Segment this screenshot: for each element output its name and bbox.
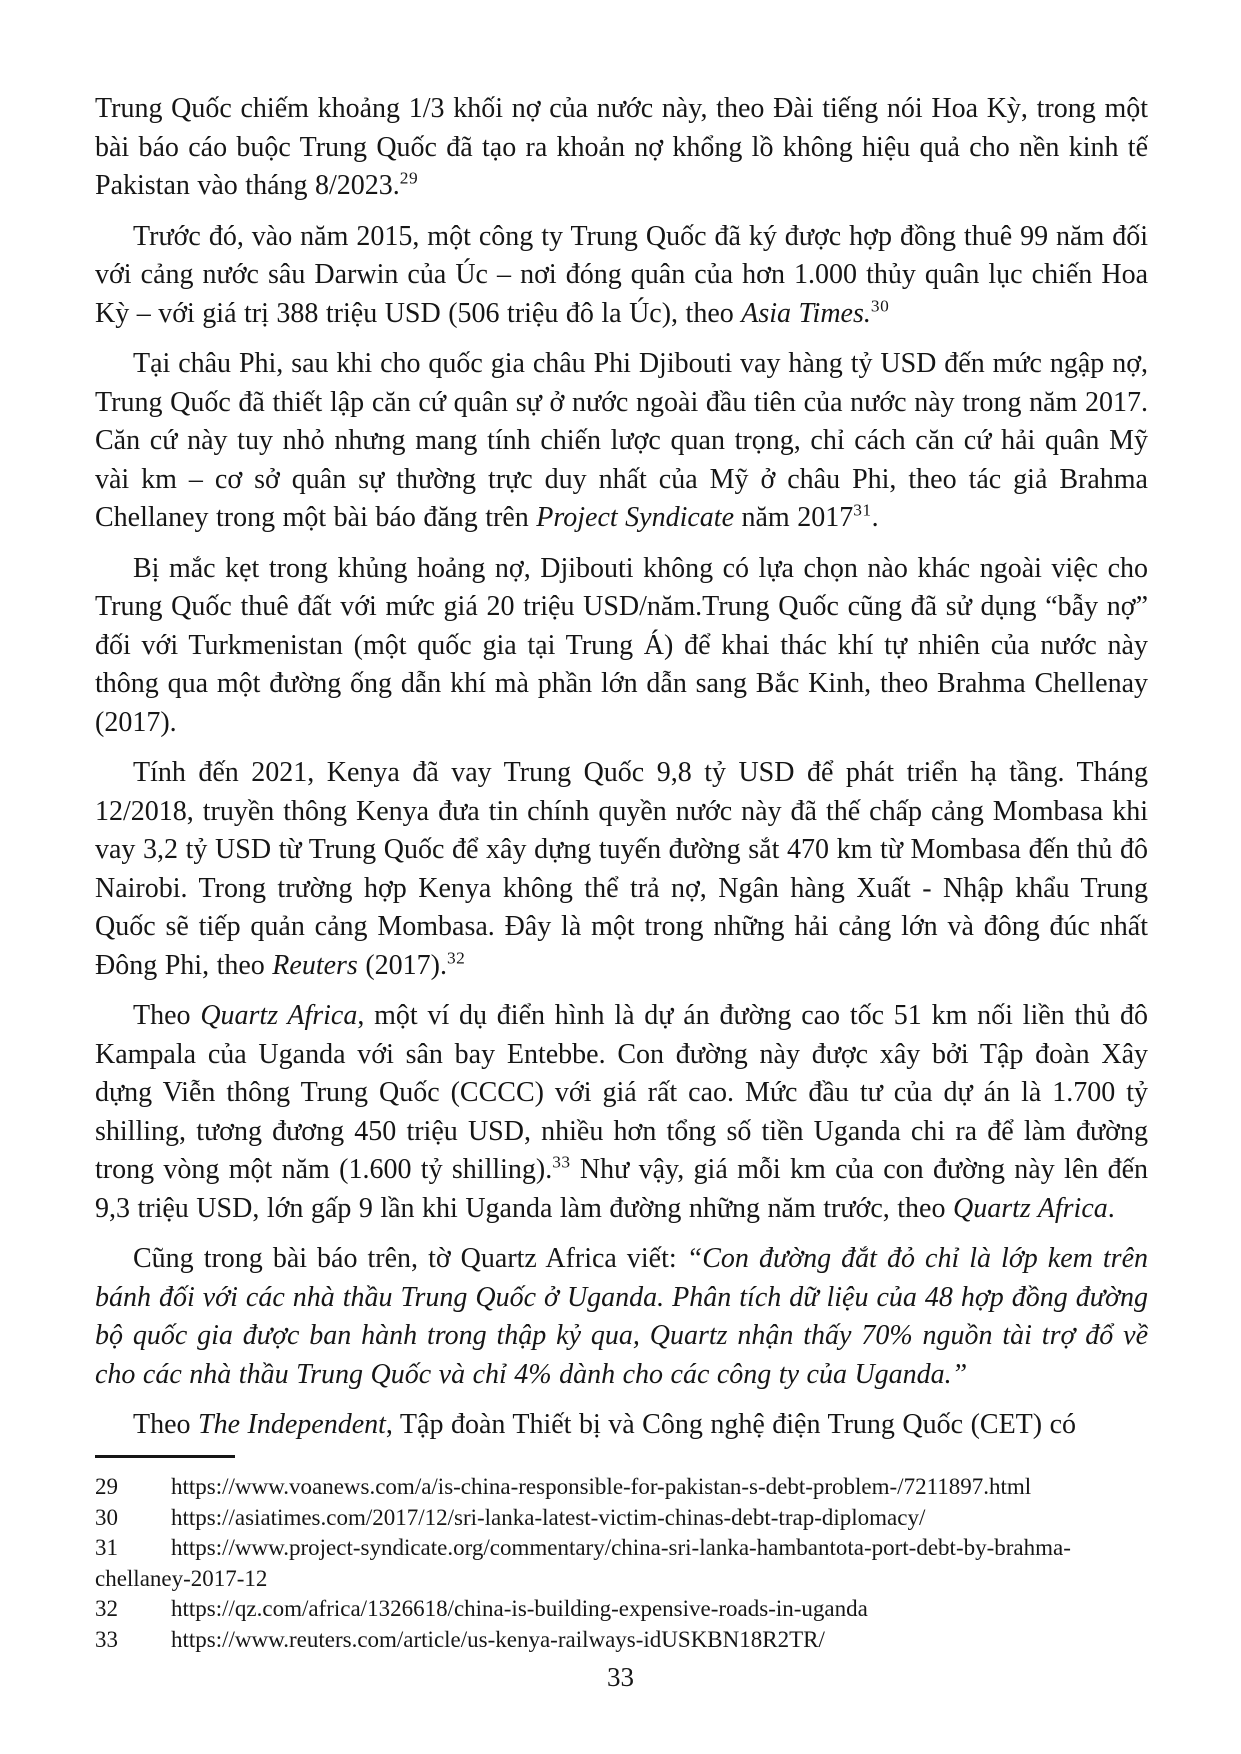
paragraph bbox=[95, 345, 1148, 538]
footnote-reference: 31 bbox=[853, 500, 872, 520]
paragraph bbox=[95, 1240, 1148, 1394]
footnote-reference: 30 bbox=[870, 296, 890, 316]
text-run: Theo bbox=[133, 1000, 201, 1031]
footnote-list bbox=[95, 1472, 1148, 1655]
footnote-url[interactable]: https://www.reuters.com/article/us-kenya-railways-idUSKBN18R2TR/ bbox=[171, 1626, 825, 1652]
text-run: Tại châu Phi, sau khi cho quốc gia châu Phi Djibouti vay hàng tỷ USD đến mức ngập nợ, Trung Quốc đã thiết lập căn cứ quân sự ở nước ngoài đầu tiên của nước này trong năm 2017. Căn cứ này tuy nhỏ nhưng mang tính chiến lược quan trọng, chỉ cách căn cứ hải quân Mỹ vài km – cơ sở quân sự thường trực duy nhất của Mỹ ở châu Phi, theo tác giả Brahma Chellaney trong một bài báo đăng trên bbox=[95, 348, 1148, 533]
footnote-reference: 32 bbox=[446, 948, 466, 968]
footnote-area bbox=[95, 1455, 1148, 1655]
footnote-number: 29 bbox=[95, 1474, 118, 1499]
footnote bbox=[95, 1503, 1148, 1534]
text-run: , Tập đoàn Thiết bị và Công nghệ điện Trung Quốc (CET) có bbox=[385, 1409, 1077, 1440]
footnote-url[interactable]: https://www.project-syndicate.org/commentary/china-sri-lanka-hambantota-port-debt-by-brahma-chellaney-2017-12 bbox=[95, 1535, 1071, 1591]
paragraph bbox=[95, 1406, 1148, 1445]
footnote-url[interactable]: https://qz.com/africa/1326618/china-is-building-expensive-roads-in-uganda bbox=[171, 1596, 868, 1621]
paragraph bbox=[95, 550, 1148, 743]
footnote-separator bbox=[95, 1455, 235, 1458]
text-run: Quartz Africa bbox=[952, 1192, 1108, 1224]
text-run: Như vậy, giá mỗi km của con đường này lên đến 9,3 triệu USD, lớn gấp 9 lần khi Uganda làm đường những năm trước, theo bbox=[95, 1154, 1148, 1224]
footnote-number: 32 bbox=[95, 1596, 118, 1621]
text-run: “Con đường đắt đỏ chỉ là lớp kem trên bánh đối với các nhà thầu Trung Quốc ở Uganda. Phân tích dữ liệu của 48 hợp đồng đường bộ quốc gia được ban hành trong thập kỷ qua, Quartz nhận thấy 70% nguồn tài trợ đổ về cho các nhà thầu Trung Quốc và chỉ 4% dành cho các công ty của Uganda.” bbox=[95, 1243, 1148, 1390]
page-number: 33 bbox=[607, 1662, 634, 1692]
text-run: Reuters bbox=[272, 949, 358, 981]
text-run: Bị mắc kẹt trong khủng hoảng nợ, Djibouti không có lựa chọn nào khác ngoài việc cho Trung Quốc thuê đất với mức giá 20 triệu USD/năm.Trung Quốc cũng đã sử dụng “bẫy nợ” đối với Turkmenistan (một quốc gia tại Trung Á) để khai thác khí tự nhiên của nước này thông qua một đường ống dẫn khí mà phần lớn dẫn sang Bắc Kinh, theo Brahma Chellenay (2017). bbox=[95, 552, 1148, 738]
text-run: Quartz Africa bbox=[200, 1000, 358, 1031]
text-run: (2017). bbox=[357, 949, 447, 981]
text-run: Cũng trong bài báo trên, tờ Quartz Africa viết: bbox=[133, 1243, 687, 1274]
paragraph bbox=[95, 90, 1148, 206]
text-run: Project Syndicate bbox=[536, 502, 734, 533]
footnote-number: 30 bbox=[95, 1504, 118, 1530]
text-run: Theo bbox=[133, 1409, 199, 1440]
body-text bbox=[95, 90, 1148, 1455]
text-run: Asia Times. bbox=[741, 297, 871, 329]
footnote-url[interactable]: https://www.voanews.com/a/is-china-responsible-for-pakistan-s-debt-problem-/7211897.html bbox=[171, 1474, 1032, 1499]
footnote-url[interactable]: https://asiatimes.com/2017/12/sri-lanka-latest-victim-chinas-debt-trap-diplomacy/ bbox=[171, 1504, 926, 1530]
footnote bbox=[95, 1625, 1148, 1656]
footnote-number: 31 bbox=[95, 1535, 118, 1560]
text-run: . bbox=[871, 502, 879, 533]
paragraph bbox=[95, 754, 1148, 985]
text-run: Tính đến 2021, Kenya đã vay Trung Quốc 9,8 tỷ USD để phát triển hạ tầng. Tháng 12/2018, truyền thông Kenya đưa tin chính quyền nước này đã thế chấp cảng Mombasa khi vay 3,2 tỷ USD từ Trung Quốc để xây dựng tuyến đường sắt 470 km từ Mombasa đến thủ đô Nairobi. Trong trường hợp Kenya không thể trả nợ, Ngân hàng Xuất - Nhập khẩu Trung Quốc sẽ tiếp quản cảng Mombasa. Đây là một trong những hải cảng lớn và đông đúc nhất Đông Phi, theo bbox=[95, 757, 1148, 981]
footnote-reference: 29 bbox=[399, 168, 419, 188]
text-run: . bbox=[1107, 1192, 1115, 1224]
text-run: năm 2017 bbox=[734, 502, 854, 533]
paragraph bbox=[95, 997, 1148, 1228]
footnote bbox=[95, 1472, 1148, 1503]
footnote bbox=[95, 1533, 1148, 1594]
footnote-number: 33 bbox=[95, 1626, 118, 1652]
text-run: , một ví dụ điển hình là dự án đường cao tốc 51 km nối liền thủ đô Kampala của Uganda với sân bay Entebbe. Con đường này được xây bởi Tập đoàn Xây dựng Viễn thông Trung Quốc (CCCC) với giá rất cao. Mức đầu tư của dự án là 1.700 tỷ shilling, tương đương 450 triệu USD, nhiều hơn tổng số tiền Uganda chi ra để làm đường trong vòng một năm (1.600 tỷ shilling). bbox=[95, 1000, 1148, 1185]
text-run: Trước đó, vào năm 2015, một công ty Trung Quốc đã ký được hợp đồng thuê 99 năm đối với cảng nước sâu Darwin của Úc – nơi đóng quân của hơn 1.000 thủy quân lục chiến Hoa Kỳ – với giá trị 388 triệu USD (506 triệu đô la Úc), theo bbox=[95, 220, 1148, 329]
text-run: The Independent bbox=[198, 1409, 386, 1440]
footnote-reference: 33 bbox=[552, 1152, 571, 1172]
paragraph bbox=[95, 218, 1148, 334]
text-run: Trung Quốc chiếm khoảng 1/3 khối nợ của nước này, theo Đài tiếng nói Hoa Kỳ, trong một bài báo cáo buộc Trung Quốc đã tạo ra khoản nợ khổng lồ không hiệu quả cho nền kinh tế Pakistan vào tháng 8/2023. bbox=[95, 93, 1148, 201]
footnote bbox=[95, 1594, 1148, 1625]
